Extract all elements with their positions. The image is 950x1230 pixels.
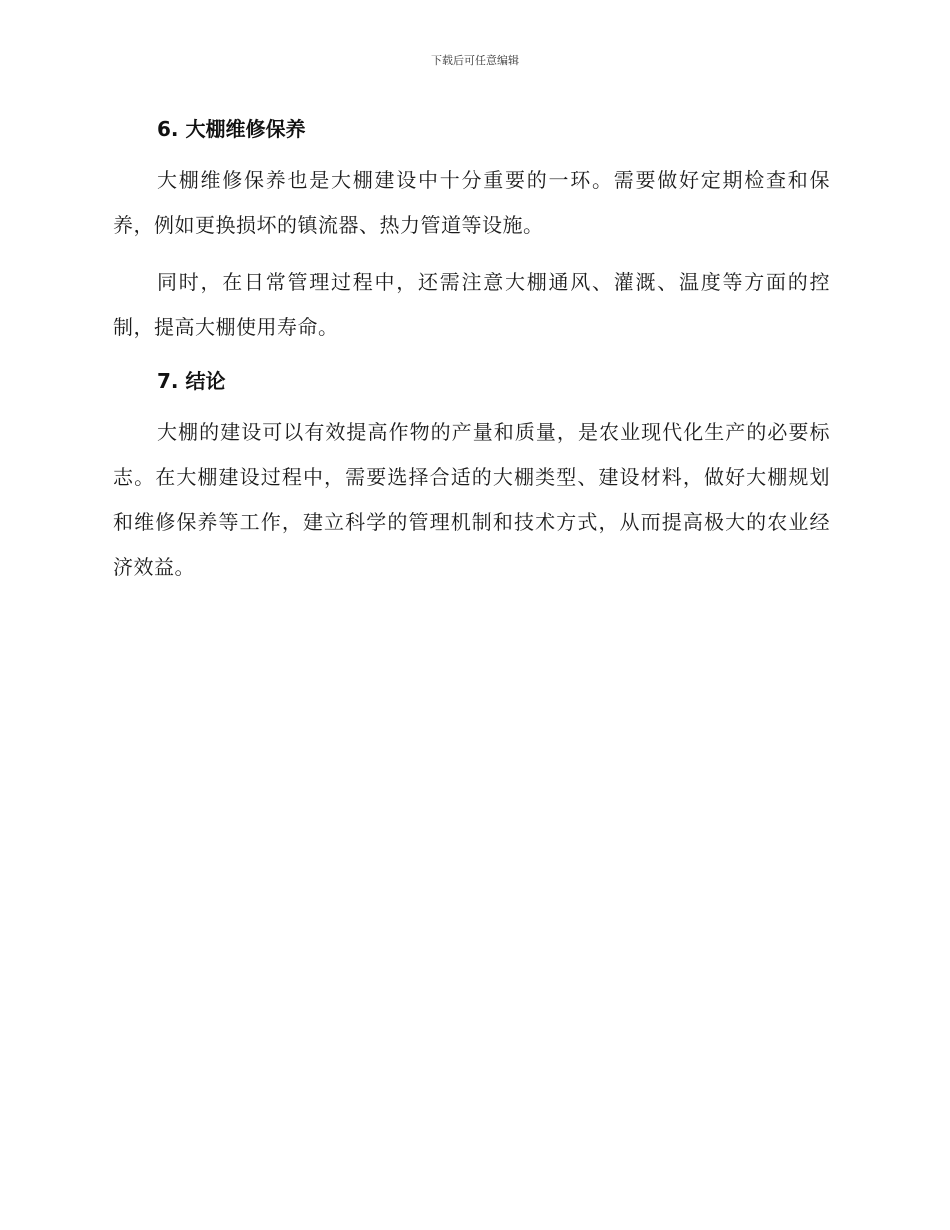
section-heading-conclusion: 7. 结论 xyxy=(157,369,226,393)
paragraph-conclusion: 大棚的建设可以有效提高作物的产量和质量，是农业现代化生产的必要标志。在大棚建设过程中，需要选择合适的大棚类型、建设材料，做好大棚规划和维修保养等工作，建立科学的管理机制和技术方式，从而提高极大的农业经济效益。 xyxy=(113,420,830,579)
page-header-note: 下载后可任意编辑 xyxy=(431,54,519,67)
document-body xyxy=(113,112,830,590)
section-heading-maintenance: 6. 大棚维修保养 xyxy=(157,117,306,141)
paragraph-maintenance-1: 大棚维修保养也是大棚建设中十分重要的一环。需要做好定期检查和保养，例如更换损坏的镇流器、热力管道等设施。 xyxy=(113,168,830,237)
paragraph-maintenance-2: 同时，在日常管理过程中，还需注意大棚通风、灌溉、温度等方面的控制，提高大棚使用寿命。 xyxy=(113,270,830,339)
